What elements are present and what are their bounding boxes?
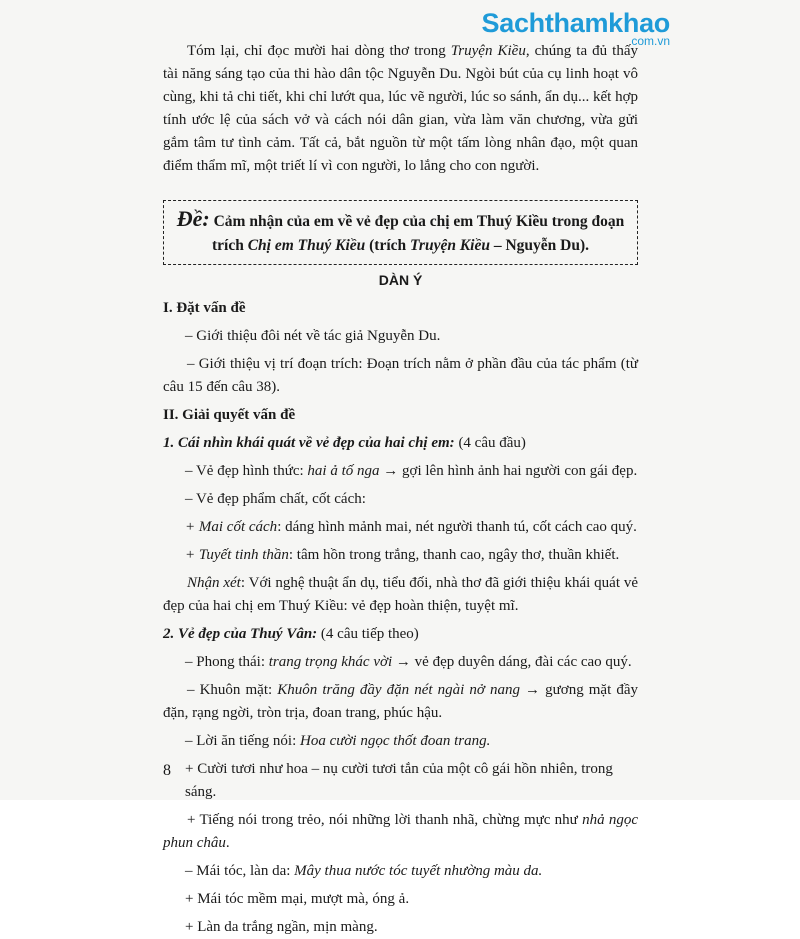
item-remark bbox=[163, 572, 638, 618]
item-smile: + Cười tươi như hoa – nụ cười tươi tắn của một cô gái hồn nhiên, trong sáng. bbox=[185, 761, 613, 800]
topic-work-italic: Truyện Kiều bbox=[410, 237, 490, 254]
topic-box bbox=[163, 200, 638, 265]
intro-text-2: , chúng ta đủ thấy tài năng sáng tạo của thi hào dân tộc Nguyễn Du. Ngòi bút của cụ linh hoạt vô cùng, khi tả chi tiết, khi chỉ lướt qua, lúc vẽ người, lúc so sánh, ẩn dụ... kết hợp tính ước lệ của sách vở và cách nói dân gian, vừa làm văn chương, vừa gửi gắm tâm tư tình cảm. Tất cả, bắt nguồn từ một tấm lòng nhân đạo, một quan điểm thẩm mĩ, một triết lí vì con người, lo lắng cho con người. bbox=[163, 43, 638, 174]
item-spirit-quote: + Tuyết tinh thần bbox=[185, 547, 289, 563]
item-spirit-text: : tâm hồn trong trắng, thanh cao, ngây thơ, thuần khiết. bbox=[288, 547, 620, 563]
item-skin-detail: + Làn da trắng ngần, mịn màng. bbox=[185, 919, 378, 935]
item-remark-text: : Với nghệ thuật ẩn dụ, tiểu đối, nhà thơ đã giới thiệu khái quát vẻ đẹp của hai chị em Thuý Kiều: vẻ đẹp hoàn thiện, tuyệt mĩ. bbox=[163, 575, 639, 614]
topic-text-1: Cảm nhận của em về vẻ đẹp của chị em Thuý Kiều trong đoạn trích bbox=[209, 213, 625, 254]
item-speech bbox=[163, 730, 638, 753]
section-1-heading: I. Đặt vấn đề bbox=[163, 300, 246, 316]
item-voice-text: + Tiếng nói trong trẻo, nói những lời thanh nhã, chừng mực như bbox=[187, 812, 583, 828]
outline-title: DÀN Ý bbox=[378, 272, 423, 288]
item-quality: – Vẻ đẹp phẩm chất, cốt cách: bbox=[185, 491, 366, 507]
item-face-label: – Khuôn mặt: bbox=[187, 682, 278, 698]
item-face bbox=[163, 679, 638, 725]
item-demeanor-text: → vẻ đẹp duyên dáng, đài các cao quý. bbox=[392, 654, 632, 670]
item-speech-quote: Hoa cười ngọc thốt đoan trang. bbox=[300, 733, 491, 749]
subsection-1-heading bbox=[163, 432, 638, 455]
topic-title-italic: Chị em Thuý Kiều bbox=[247, 237, 366, 254]
item-spirit bbox=[163, 544, 638, 567]
item-speech-label: – Lời ăn tiếng nói: bbox=[185, 733, 300, 749]
item-bone-text: : dáng hình mảnh mai, nét người thanh tú, cốt cách cao quý. bbox=[277, 519, 637, 535]
item-voice bbox=[163, 809, 638, 855]
intro-paragraph bbox=[163, 40, 638, 178]
logo-main-text: Sachthamkhao bbox=[481, 8, 670, 38]
section-2-heading: II. Giải quyết vấn đề bbox=[163, 407, 296, 423]
item-hair-quote: Mây thua nước tóc tuyết nhường màu da. bbox=[294, 863, 543, 879]
item-form-quote: hai ả tố nga bbox=[307, 463, 380, 479]
intro-title-italic: Truyện Kiều bbox=[450, 43, 526, 59]
subsection-1-title: 1. Cái nhìn khái quát về vẻ đẹp của hai chị em: bbox=[163, 435, 455, 451]
topic-text-2: (trích bbox=[365, 237, 411, 254]
subsection-2-heading bbox=[163, 623, 638, 646]
item-bone bbox=[163, 516, 638, 539]
subsection-1-note: (4 câu đầu) bbox=[454, 435, 526, 451]
item-face-text: → gương mặt đầy đặn, rạng ngời, tròn trịa, đoan trang, phúc hậu. bbox=[163, 682, 638, 721]
item-hair-detail: + Mái tóc mềm mại, mượt mà, óng ả. bbox=[185, 891, 410, 907]
section-1-item-position: – Giới thiệu vị trí đoạn trích: Đoạn trích nằm ở phần đầu của tác phẩm (từ câu 15 đến câu 38). bbox=[163, 356, 638, 395]
item-bone-quote: + Mai cốt cách bbox=[185, 519, 278, 535]
item-face-quote: Khuôn trăng đầy đặn nét ngài nở nang bbox=[277, 682, 520, 698]
item-demeanor-quote: trang trọng khác vời bbox=[268, 654, 393, 670]
intro-text-1: Tóm lại, chỉ đọc mười hai dòng thơ trong bbox=[187, 43, 451, 59]
item-form-label: – Vẻ đẹp hình thức: bbox=[185, 463, 308, 479]
item-hair-label: – Mái tóc, làn da: bbox=[185, 863, 295, 879]
subsection-2-title: 2. Vẻ đẹp của Thuý Vân: bbox=[163, 626, 318, 642]
item-voice-quote: nhả ngọc phun châu bbox=[163, 812, 638, 851]
item-hair-skin bbox=[163, 860, 638, 883]
item-form-text: → gợi lên hình ảnh hai người con gái đẹp. bbox=[379, 463, 638, 479]
topic-label: Đề: bbox=[176, 206, 210, 231]
item-voice-end: . bbox=[225, 835, 230, 851]
subsection-2-note: (4 câu tiếp theo) bbox=[317, 626, 419, 642]
item-remark-label: Nhận xét bbox=[187, 575, 241, 591]
item-demeanor bbox=[163, 651, 638, 674]
item-demeanor-label: – Phong thái: bbox=[185, 654, 269, 670]
page-number: 8 bbox=[163, 762, 171, 779]
item-form bbox=[163, 460, 638, 483]
page-content bbox=[163, 40, 638, 939]
topic-text-3: – Nguyễn Du). bbox=[489, 237, 590, 254]
logo-domain-text: com.vn bbox=[631, 34, 670, 48]
section-1-item-author: – Giới thiệu đôi nét về tác giả Nguyễn Du. bbox=[185, 328, 441, 344]
